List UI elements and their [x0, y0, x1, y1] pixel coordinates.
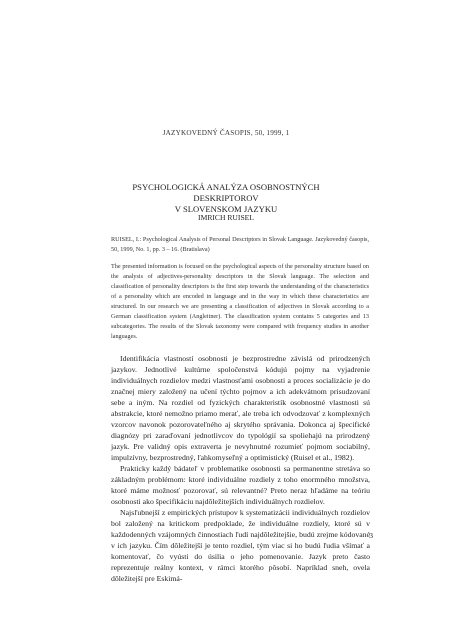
article-title — [100, 182, 352, 215]
title-line-1: PSYCHOLOGICKÁ ANALÝZA OSOBNOSTNÝCH DESKRIPTOROV — [132, 182, 320, 203]
body-paragraph: Najsľubnejší z empirických prístupov k systematizácii individuálnych rozdielov bol založený na kritickom predpoklade, že individuálne rozdiely, ktoré sú v každodenných vzájomných činnostiach ľudí najdôležitejšie, budú zrejme kódované v ich jazyku. Čím dôležitejší je tento rozdiel, tým viac si ho budú ľudia všímať a komentovať, čo vyústi do úsilia o jeho pomenovanie. Jazyk preto často reprezentuje reálny kontext, v rámci ktorého pôsobí. Napríklad sneh, ovela dôležitejší pre Eskimá- — [111, 508, 370, 583]
body-paragraph: Identifikácia vlastností osobnosti je bezprostredne závislá od prirodzených jazykov. Jednotlivé kultúrne spoločenstvá kódujú pojmy na vyjadrenie individuálnych rozdielov medzi vlastnosťami osobnosti a proces socializácie je do značnej miery založený na učení týchto pojmov a ich adekvátnom prisudzovaní sebe a iným. Na rozdiel od fyzických charakteristík osobnostné vlastnosti sú abstrakcie, ktoré nemožno priamo merať, ale treba ich odvodzovať z komplexných vzorcov navonok pozorovateľného aj skrytého správania. Dokonca aj špecifické diagnózy pri zaraďovaní jednotlivcov do typológií sa spoliehajú na prirodzený jazyk. Pre validný opis extraverta je nevyhnutné rozumieť pojmom sociabilný, impulzívny, bezprostredný, ľahkomyseľný a optimistický (Ruisel et al., 1982). — [111, 354, 370, 462]
abstract: The presented information is focused on the psychological aspects of the personality structure based on the analysis of adjectives-personality descriptors in the Slovak language. The selection and classification of personality descriptors is the first step towards the understanding of the characteristics of a personality which are encoded in language and in the way in which these characteristics are structured. In our research we are presenting a classification of adjectives in Slovak according to a German classification system (Angleitner). The classification system contains 5 categories and 13 subcategories. The results of the Slovak taxonomy were compared with frequency studies in another languages. — [111, 263, 369, 340]
body-text — [111, 353, 370, 584]
journal-header: JAZYKOVEDNÝ ČASOPIS, 50, 1999, 1 — [162, 129, 290, 137]
page-number: 3 — [369, 531, 373, 540]
author-name: IMRICH RUISEL — [198, 213, 254, 222]
title-line-2: V SLOVENSKOM JAZYKU — [174, 204, 278, 214]
body-paragraph: Prakticky každý bádateľ v problematike osobnosti sa permanentne stretáva so základným problémom: ktoré individuálne rozdiely z toho enormného množstva, ktoré máme možnosť pozorovať, sú relevantné? Preto neraz hľadáme na teóriu osobnosti ako špecifikáciu najdôležitejších individuálnych rozdielov. — [111, 464, 370, 506]
citation: RUISEL, I.: Psychological Analysis of Personal Descriptors in Slovak Language. Jazykovedný časopis, 50, 1999, No. 1, pp. 3 – 16. (Bratislava) — [111, 236, 369, 253]
